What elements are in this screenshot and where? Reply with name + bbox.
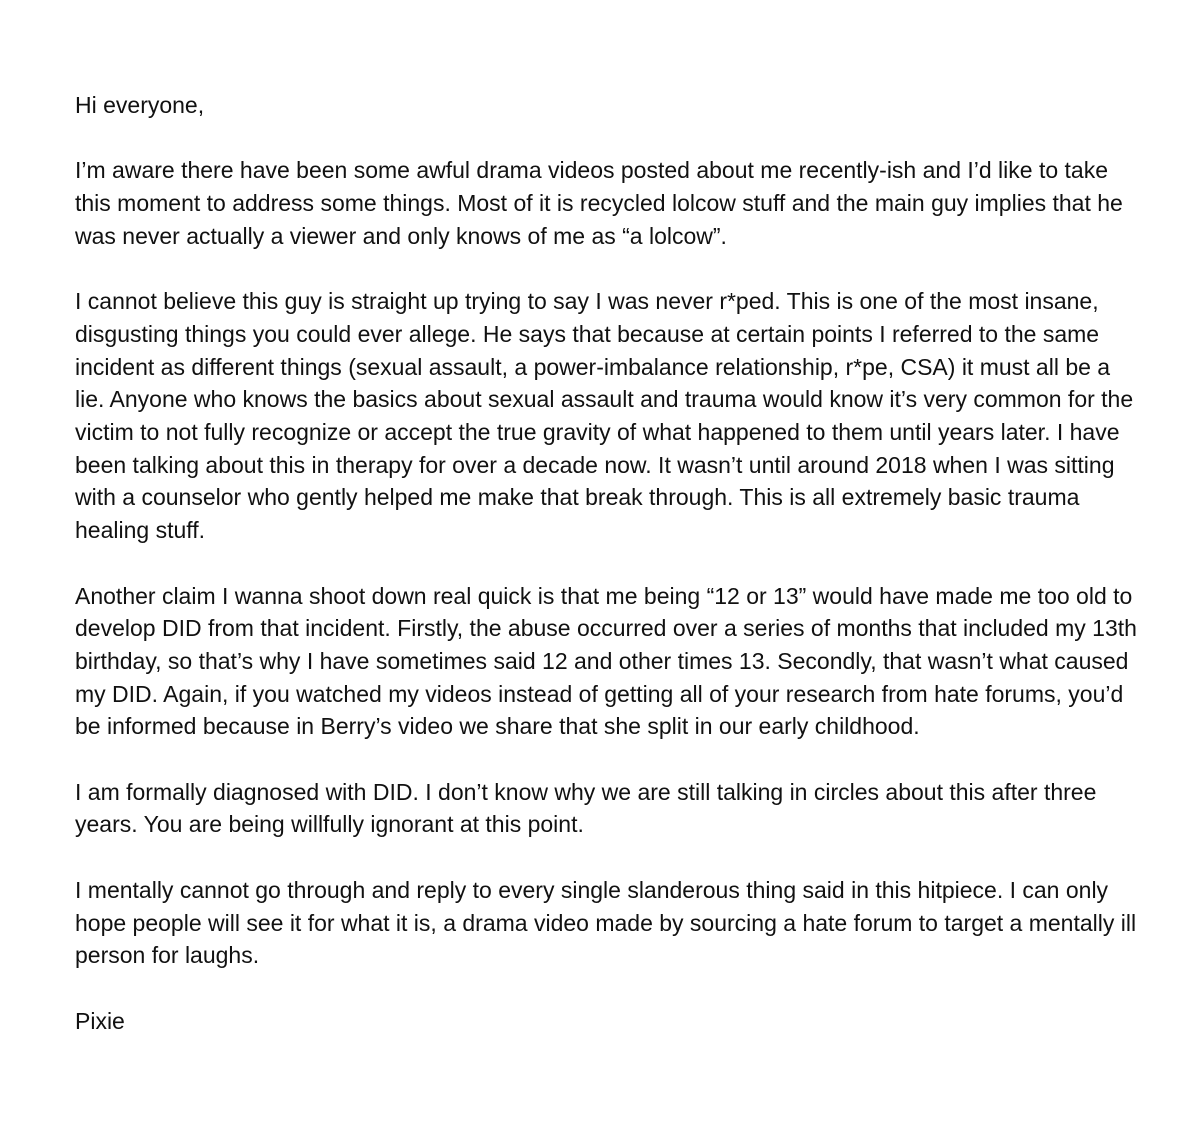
- letter-signature: Pixie: [75, 1007, 125, 1034]
- letter-paragraph-5: I mentally cannot go through and reply to every single slanderous thing said in this hitpiece. I can only hope people will see it for what it is, a drama video made by sourcing a hate forum to target a mentally ill person for laughs.: [75, 876, 1137, 969]
- letter-greeting: Hi everyone,: [75, 92, 205, 118]
- letter-paragraph-4: I am formally diagnosed with DID. I don’t know why we are still talking in circles about this after three years. You are being willfully ignorant at this point.: [75, 778, 1097, 838]
- letter-paragraph-2: I cannot believe this guy is straight up trying to say I was never r*ped. This is one of the most insane, disgusting things you could ever allege. He says that because at certain points I referred to the same incident as different things (sexual assault, a power-imbalance relationship, r*pe, CSA) it must all be a lie. Anyone who knows the basics about sexual assault and trauma would know it’s very common for the victim to not fully recognize or accept the true gravity of what happened to them until years later. I have been talking about this in therapy for over a decade now. It wasn’t until around 2018 when I was sitting with a counselor who gently helped me make that break through. This is all extremely basic trauma healing stuff.: [75, 288, 1134, 544]
- letter-paragraph-1: I’m aware there have been some awful drama videos posted about me recently-ish and I’d like to take this moment to address some things. Most of it is recycled lolcow stuff and the main guy implies that he was never actually a viewer and only knows of me as “a lolcow”.: [75, 157, 1123, 249]
- letter-paragraph-3: Another claim I wanna shoot down real quick is that me being “12 or 13” would have made me too old to develop DID from that incident. Firstly, the abuse occurred over a series of months that included my 13th birthday, so that’s why I have sometimes said 12 and other times 13. Secondly, that wasn’t what caused my DID. Again, if you watched my videos instead of getting all of your research from hate forums, you’d be informed because in Berry’s video we share that she split in our early childhood.: [75, 582, 1137, 740]
- letter-body: [75, 89, 1143, 1037]
